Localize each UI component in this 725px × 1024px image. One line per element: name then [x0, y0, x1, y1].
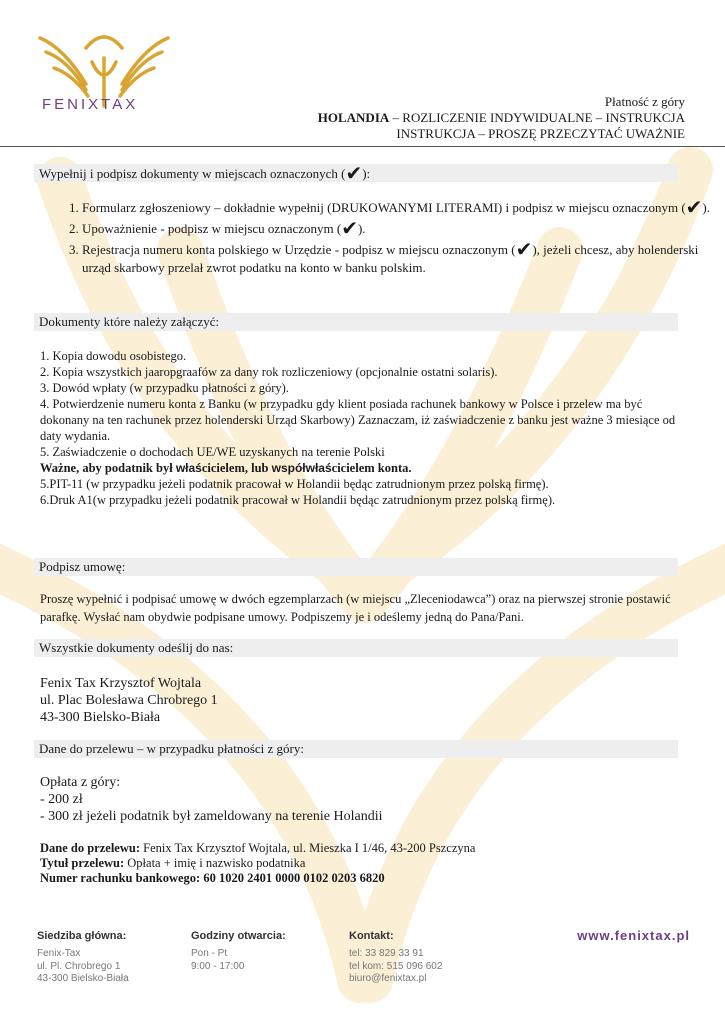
section-transfer-heading: Dane do przelewu – w przypadku płatności z góry: — [34, 740, 678, 758]
account-row — [40, 871, 475, 886]
section-fill-heading — [34, 161, 678, 185]
list-item: 5. Zaświadczenie o dochodach UE/WE uzyskanych na terenie Polski — [40, 445, 385, 459]
list-item: 6.Druk A1(w przypadku jeżeli podatnik pracował w Holandii będąc zatrudnionym przez polską firmę). — [40, 493, 556, 507]
address-line: 43-300 Bielsko-Biała — [40, 710, 161, 725]
step-end: ), jeżeli chcesz, aby holenderski urząd skarbowy przelał zwrot podatku na konto w banku polskim. — [82, 242, 699, 275]
transfer-title-value: Opłata + imię i nazwisko podatnika — [124, 856, 306, 870]
step-end: ). — [357, 221, 366, 236]
fee-line: - 300 zł jeżeli podatnik był zameldowany na terenie Holandii — [40, 809, 383, 824]
section-send-heading: Wszystkie dokumenty odeślij do nas: — [34, 639, 678, 657]
required-documents — [40, 348, 685, 508]
list-item: 5.PIT-11 (w przypadku jeżeli podatnik pracował w Holandii będąc zatrudnionym przez polską firmę). — [40, 477, 549, 491]
title-row — [40, 856, 475, 871]
list-item: 1. Kopia dowodu osobistego. — [40, 349, 187, 363]
footer-title: Godziny otwarcia: — [191, 930, 286, 942]
payment-type: Płatność z góry — [604, 94, 685, 109]
document-title — [318, 110, 685, 126]
footer-line: tel: 33 829 33 91 — [349, 948, 424, 959]
section-sign-heading: Podpisz umowę: — [34, 558, 678, 576]
list-item: 4. Potwierdzenie numeru konta z Banku (w przypadku gdy klient posiada rachunek bankowy w Polsce i przelew ma być dokonany na ten rachunek przez holenderski Urząd Skarbowy) Zaznaczam, iż zaświadczenie z banku jest ważne 3 miesiące od daty wydania. — [40, 397, 676, 443]
check-icon: ✔ — [341, 216, 358, 240]
section-docs-heading: Dokumenty które należy załączyć: — [34, 313, 678, 331]
title-rest: – ROZLICZENIE INDYWIDUALNE – INSTRUKCJA — [389, 110, 685, 125]
footer-seat — [37, 930, 129, 986]
footer-title: Kontakt: — [349, 930, 394, 942]
list-item — [82, 237, 722, 277]
list-item — [82, 195, 722, 219]
address-line: ul. Plac Bolesława Chrobrego 1 — [40, 693, 218, 708]
recipient-row — [40, 841, 475, 856]
transfer-title-label: Tytuł przelewu: — [40, 856, 125, 870]
country-name: HOLANDIA — [317, 110, 390, 125]
ownership-note — [40, 460, 685, 476]
note-part: właś — [175, 461, 202, 475]
step-text: Rejestracja numeru konta polskiego w Urzędzie - podpisz w miejscu oznaczonym ( — [82, 242, 516, 257]
footer-line: tel kom: 515 096 602 — [349, 960, 443, 972]
fill-heading-end: ): — [362, 166, 371, 181]
list-item — [82, 216, 722, 240]
footer-line: ul. Pl. Chrobrego 1 — [37, 960, 121, 972]
transfer-details — [40, 841, 475, 886]
footer-line: Fenix-Tax — [37, 948, 81, 959]
account-number: 60 1020 2401 0000 0102 0203 6820 — [203, 871, 385, 885]
address-line: Fenix Tax Krzysztof Wojtala — [40, 676, 202, 691]
website-link[interactable]: www.fenixtax.pl — [577, 928, 690, 943]
recipient-value: Fenix Tax Krzysztof Wojtala, ul. Mieszka I 1/46, 43-200 Pszczyna — [140, 841, 476, 855]
check-icon: ✔ — [685, 195, 703, 219]
recipient-label: Dane do przelewu: — [40, 841, 140, 855]
header-divider — [0, 146, 725, 147]
mailing-address — [40, 675, 218, 726]
footer-line: biuro@fenixtax.pl — [349, 973, 427, 984]
note-part: cicielem konta. — [331, 461, 412, 475]
footer-hours — [191, 930, 286, 973]
instruction-note: INSTRUKCJA – PROSZĘ PRZECZYTAĆ UWAŻNIE — [396, 126, 685, 141]
note-part: Ważne, aby podatnik był — [40, 461, 176, 475]
step-end: ). — [702, 200, 711, 215]
check-icon: ✔ — [345, 161, 363, 185]
footer-line: 43-300 Bielsko-Biała — [37, 973, 129, 984]
account-label: Numer rachunku bankowego: — [40, 871, 204, 885]
step-text: Upoważnienie - podpisz w miejscu oznaczonym ( — [82, 221, 342, 236]
note-part: współwłaś — [271, 461, 332, 475]
fee-info — [40, 774, 383, 825]
footer-line: Pon - Pt — [191, 948, 228, 959]
list-item: 2. Kopia wszystkich jaaropgraafów za dany rok rozliczeniowy (opcjonalnie ostatni solaris). — [40, 365, 498, 379]
footer-title: Siedziba główna: — [37, 930, 127, 942]
logo-wordmark: FENIXTAX — [42, 96, 139, 113]
fill-heading-text: Wypełnij i podpisz dokumenty w miejscach oznaczonych ( — [39, 166, 346, 181]
check-icon: ✔ — [515, 237, 533, 261]
note-part: cicielem, lub — [201, 461, 272, 475]
signing-steps — [38, 195, 722, 279]
footer-contact — [349, 930, 442, 986]
sign-instructions: Proszę wypełnić i podpisać umowę w dwóch egzemplarzach (w miejscu „Zleceniodawca”) oraz na pierwszej stronie postawić parafkę. Wysłać nam obydwie podpisane umowy. Podpiszemy je i odeślemy jedną do Pana/Pani. — [40, 592, 671, 624]
footer-line: 9:00 - 17:00 — [191, 960, 245, 972]
fee-line: - 200 zł — [40, 792, 83, 807]
list-item: 3. Dowód wpłaty (w przypadku płatności z góry). — [40, 381, 289, 395]
step-text: Formularz zgłoszeniowy – dokładnie wypełnij (DRUKOWANYMI LITERAMI) i podpisz w miejscu oznaczonym ( — [82, 200, 686, 215]
fee-line: Opłata z góry: — [40, 775, 121, 790]
document-header — [318, 94, 685, 142]
